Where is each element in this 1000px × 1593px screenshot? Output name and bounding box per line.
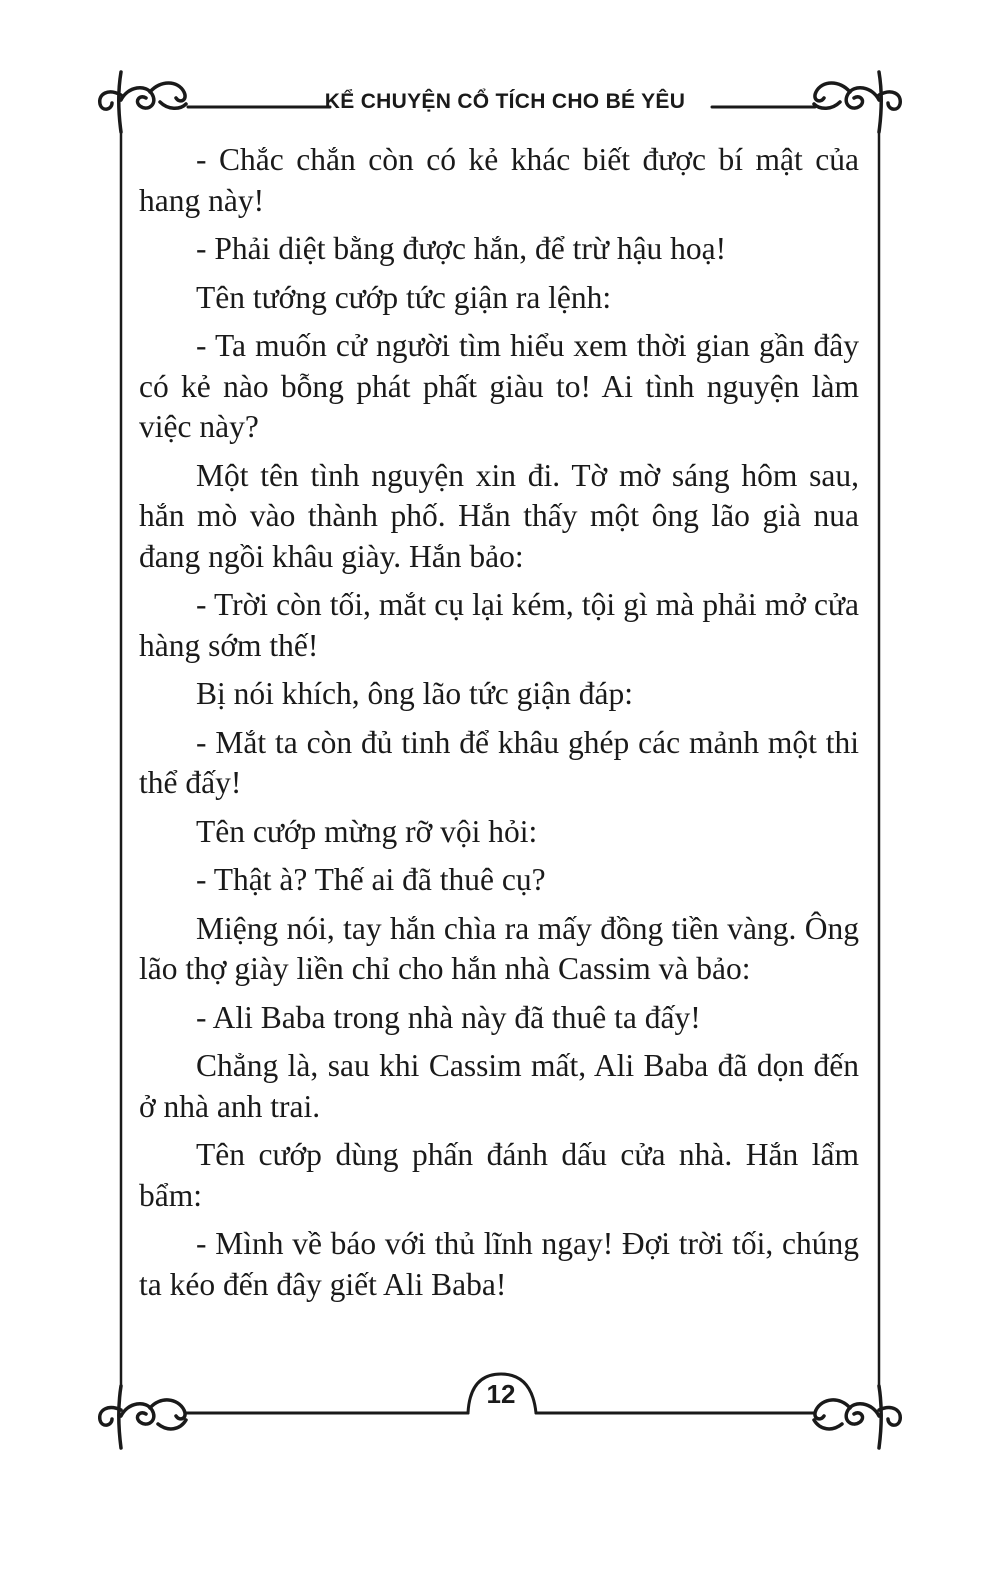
paragraph: - Ta muốn cử người tìm hiểu xem thời gian gần đây có kẻ nào bỗng phát phất giàu to! Ai tình nguyện làm việc này? xyxy=(139,328,859,444)
paragraph: - Mình về báo với thủ lĩnh ngay! Đợi trời tối, chúng ta kéo đến đây giết Ali Baba! xyxy=(139,1226,859,1302)
paragraph: - Ali Baba trong nhà này đã thuê ta đấy! xyxy=(196,999,701,1035)
paragraph: Bị nói khích, ông lão tức giận đáp: xyxy=(196,676,634,711)
paragraph: Tên tướng cướp tức giận ra lệnh: xyxy=(196,279,612,315)
bottom-left-flourish-icon xyxy=(100,1386,186,1448)
paragraph: Miệng nói, tay hắn chìa ra mấy đồng tiền vàng. Ông lão thợ giày liền chỉ cho hắn nhà Cassim và bảo: xyxy=(139,910,859,986)
paragraph: Tên cướp dùng phấn đánh dấu cửa nhà. Hắn lẩm bẩm: xyxy=(139,1137,859,1213)
paragraph: Một tên tình nguyện xin đi. Tờ mờ sáng hôm sau, hắn mò vào thành phố. Hắn thấy một ông lão già nua đang ngồi khâu giày. Hắn bảo: xyxy=(139,457,859,574)
paragraph: - Thật à? Thế ai đã thuê cụ? xyxy=(196,862,546,897)
story-body xyxy=(139,140,859,1313)
paragraph: Chẳng là, sau khi Cassim mất, Ali Baba đã dọn đến ở nhà anh trai. xyxy=(139,1048,859,1124)
top-right-flourish-icon xyxy=(814,72,900,132)
paragraph: - Mắt ta còn đủ tinh để khâu ghép các mảnh một thi thể đấy! xyxy=(139,724,859,800)
page-number: 12 xyxy=(486,1379,516,1409)
paragraph: - Phải diệt bằng được hắn, để trừ hậu hoạ! xyxy=(196,231,727,266)
bottom-right-flourish-icon xyxy=(814,1386,900,1448)
paragraph: Tên cướp mừng rỡ vội hỏi: xyxy=(196,813,538,849)
running-header-title: KỂ CHUYỆN CỔ TÍCH CHO BÉ YÊU xyxy=(324,90,686,113)
paragraph: - Trời còn tối, mắt cụ lại kém, tội gì mà phải mở cửa hàng sớm thế! xyxy=(139,587,859,663)
paragraph: - Chắc chắn còn có kẻ khác biết được bí mật của hang này! xyxy=(139,142,859,218)
top-left-flourish-icon xyxy=(100,72,186,132)
